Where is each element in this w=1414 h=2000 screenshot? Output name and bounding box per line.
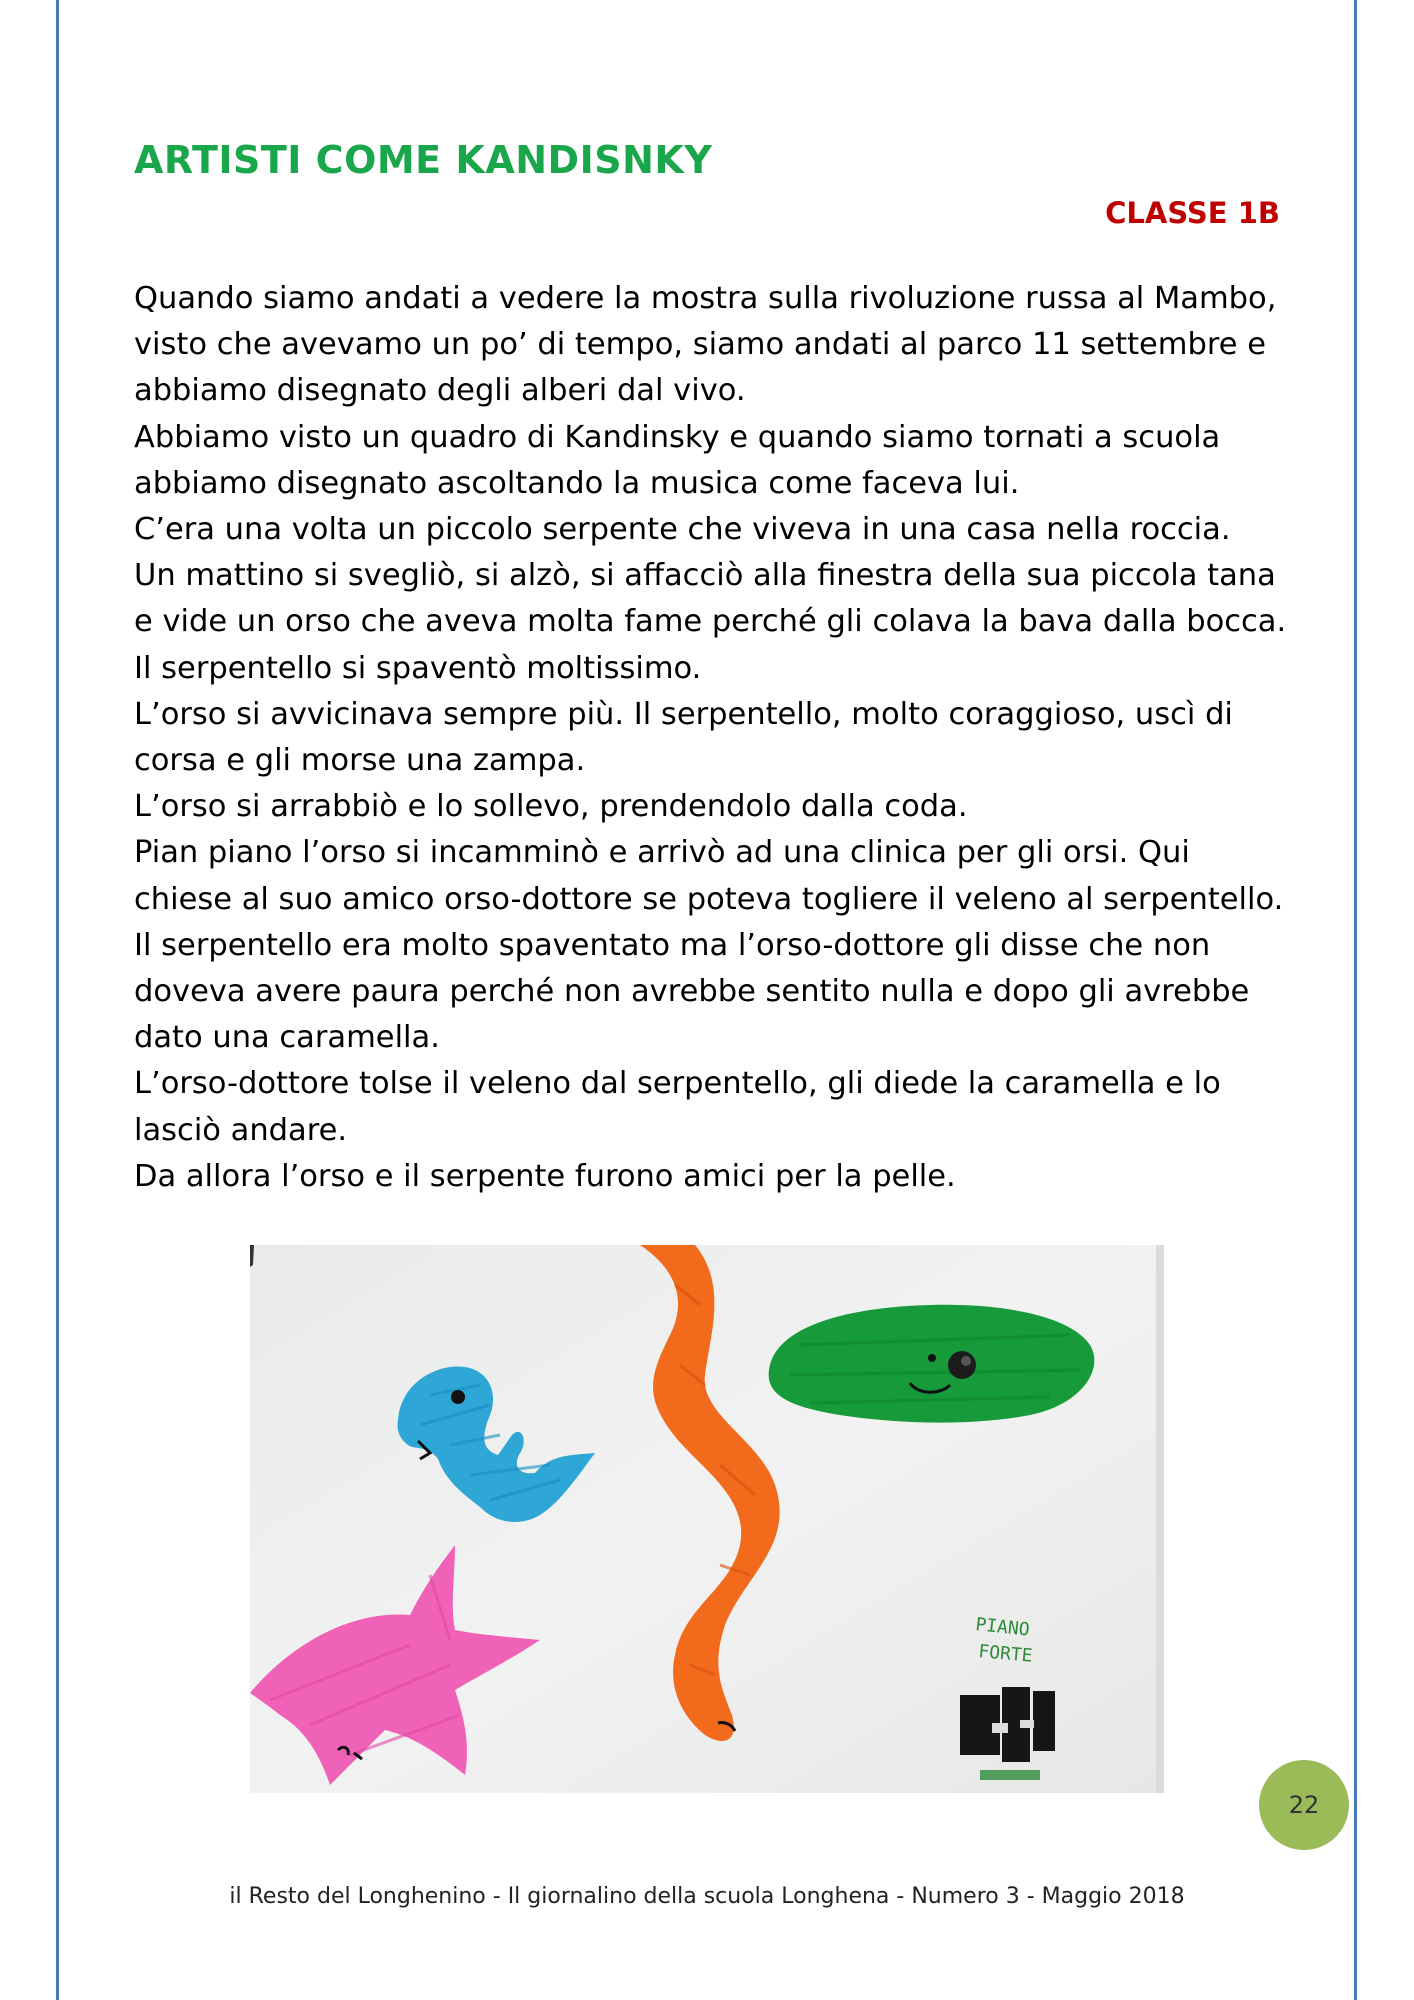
page-number-badge: 22 [1259,1760,1349,1850]
paragraph: L’orso si avvicinava sempre più. Il serpentello, molto coraggioso, uscì di corsa e gli morse una zampa. [134,696,1233,779]
article-body [134,276,1294,1200]
forte-label: FORTE [977,1641,1034,1667]
paragraph: Da allora l’orso e il serpente furono amici per la pelle. [134,1158,956,1194]
class-label: CLASSE 1B [1105,196,1280,230]
footer-text: il Resto del Longhenino - Il giornalino della scuola Longhena - Numero 3 - Maggio 2018 [229,1884,1185,1909]
paragraph: Un mattino si svegliò, si alzò, si affacciò alla finestra della sua piccola tana e vide un orso che aveva molta fame perché gli colava la bava dalla bocca. [134,558,1287,640]
page-border-left [56,0,59,2000]
paragraph: Il serpentello era molto spaventato ma l’orso-dottore gli disse che non doveva avere paura perché non avrebbe sentito nulla e dopo gli avrebbe dato una caramella. [134,927,1250,1056]
piano-label: PIANO [974,1614,1031,1641]
page-border-right [1354,0,1357,2000]
paragraph: Pian piano l’orso si incamminò e arrivò ad una clinica per gli orsi. Qui chiese al suo amico orso-dottore se poteva togliere il veleno al serpentello. [134,835,1284,917]
paragraph: Quando siamo andati a vedere la mostra sulla rivoluzione russa al Mambo, visto che avevamo un po’ di tempo, siamo andati al parco 11 settembre e abbiamo disegnato degli alberi dal vivo. [134,281,1277,409]
paragraph: C’era una volta un piccolo serpente che viveva in una casa nella roccia. [134,512,1231,548]
paragraph: L’orso si arrabbiò e lo sollevo, prendendolo dalla coda. [134,789,968,825]
paragraph: L’orso-dottore tolse il veleno dal serpentello, gli diede la caramella e lo lasciò andare. [134,1066,1221,1148]
paragraph: Il serpentello si spaventò moltissimo. [134,650,702,686]
paragraph: Abbiamo visto un quadro di Kandinsky e quando siamo tornati a scuola abbiamo disegnato ascoltando la musica come faceva lui. [134,419,1221,501]
child-drawing-image [250,1245,1164,1793]
article-title: ARTISTI COME KANDISNKY [134,138,713,182]
